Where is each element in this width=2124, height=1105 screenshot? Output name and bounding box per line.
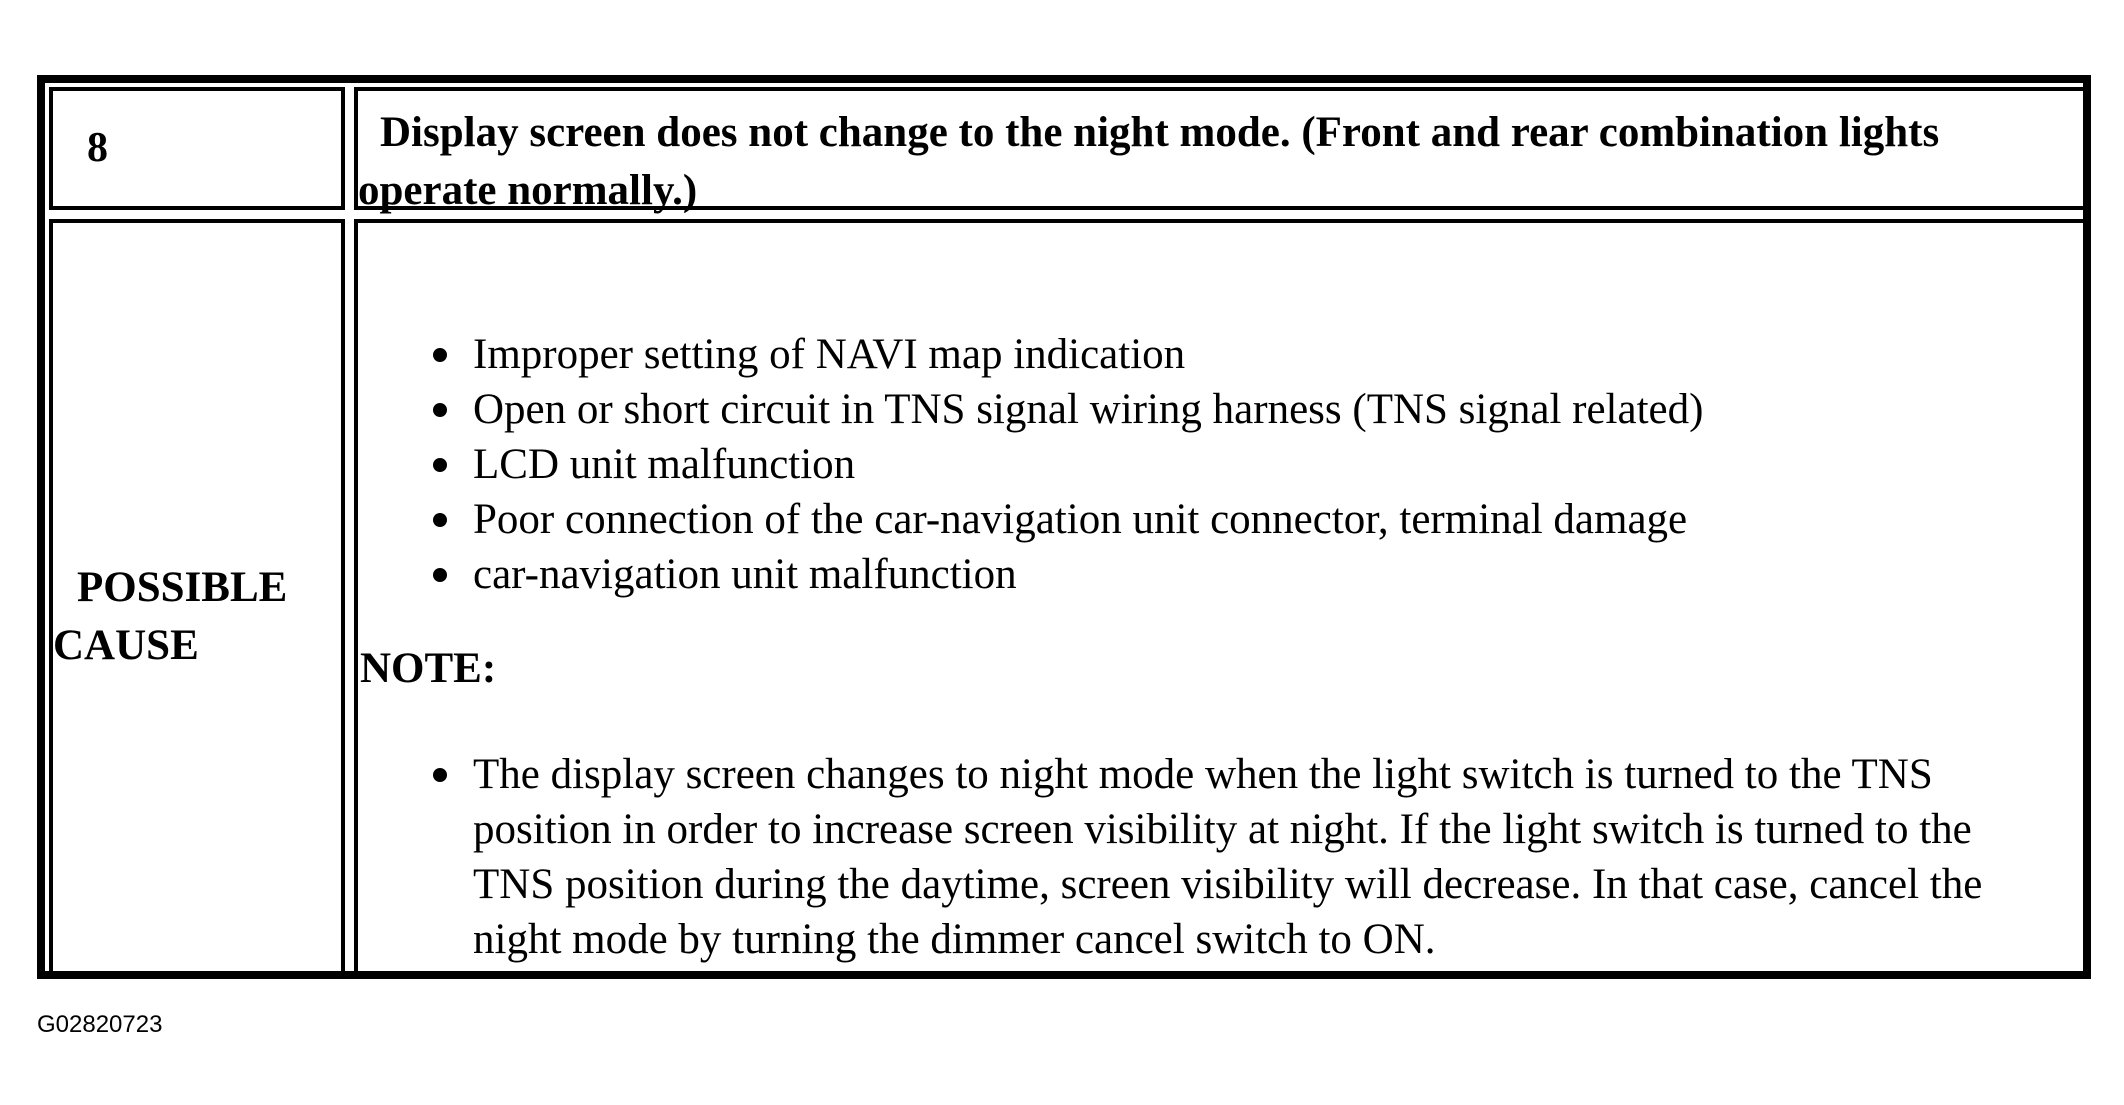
possible-cause-label: POSSIBLE CAUSE [53, 564, 288, 669]
possible-cause-label-cell [49, 219, 345, 975]
note-heading: NOTE: [360, 645, 497, 692]
figure-id: G02820723 [37, 1011, 163, 1038]
step-number-cell [49, 87, 345, 210]
cause-list [428, 327, 1703, 602]
note-item: The display screen changes to night mode when the light switch is turned to the TNS position in order to increase screen visibility at night. If the light switch is turned to the TNS position during the daytime, screen visibility will decrease. In that case, cancel the night mode by turning the dimmer cancel switch to ON. [428, 747, 2008, 967]
symptom-title-cell [354, 87, 2087, 214]
cause-item: LCD unit malfunction [428, 437, 1703, 492]
cause-item: Poor connection of the car-navigation unit connector, terminal damage [428, 492, 1703, 547]
cause-item: car-navigation unit malfunction [428, 547, 1703, 602]
symptom-title: Display screen does not change to the night mode. (Front and rear combination lights operate normally.) [358, 109, 1940, 214]
troubleshooting-table [37, 75, 2091, 979]
cause-item: Open or short circuit in TNS signal wiring harness (TNS signal related) [428, 382, 1703, 437]
possible-cause-content-cell [354, 219, 2087, 975]
step-number: 8 [87, 125, 108, 171]
cause-item: Improper setting of NAVI map indication [428, 327, 1703, 382]
note-list [428, 747, 2008, 967]
